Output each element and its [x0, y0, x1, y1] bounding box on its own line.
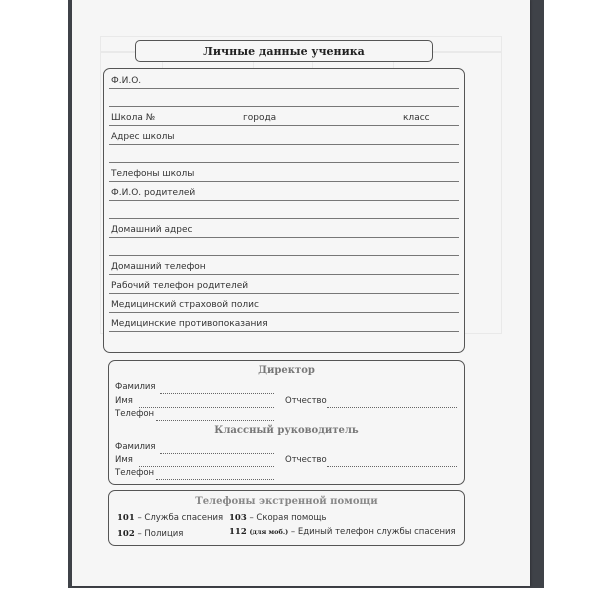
- medical-contra-label: Медицинские противопоказания: [111, 319, 268, 329]
- ambulance-label: – Скорая помощь: [249, 513, 327, 523]
- teacher-patronymic-input[interactable]: [327, 466, 457, 467]
- emergency-title: Телефоны экстренной помощи: [195, 496, 378, 507]
- unified-emergency-entry: [229, 527, 456, 537]
- director-phone-input[interactable]: [156, 420, 274, 421]
- school-address-field[interactable]: [109, 125, 459, 145]
- director-surname-input[interactable]: [160, 393, 274, 394]
- unified-number: 112: [229, 527, 247, 537]
- medical-policy-field[interactable]: [109, 293, 459, 313]
- personal-data-form: [103, 68, 465, 353]
- school-phones-field[interactable]: [109, 162, 459, 182]
- police-entry: [117, 529, 183, 539]
- page-title: Личные данные ученика: [135, 40, 433, 62]
- director-patronymic-label: Отчество: [285, 396, 327, 406]
- teacher-name-label: Имя: [115, 455, 133, 465]
- director-name-label: Имя: [115, 396, 133, 406]
- teacher-phone-input[interactable]: [156, 479, 274, 480]
- city-label: города: [243, 113, 277, 123]
- teacher-phone-label: Телефон: [115, 468, 155, 478]
- unified-label: – Единый телефон службы спасения: [290, 527, 456, 537]
- unified-note: (для моб.): [249, 528, 289, 536]
- class-label: класс: [403, 113, 430, 123]
- director-phone-label: Телефон: [115, 409, 155, 419]
- school-phones-label: Телефоны школы: [111, 169, 195, 179]
- parents-fio-field[interactable]: [109, 181, 459, 201]
- teacher-surname-label: Фамилия: [115, 442, 156, 452]
- parents-work-phone-label: Рабочий телефон родителей: [111, 281, 249, 291]
- home-phone-field[interactable]: [109, 255, 459, 275]
- parents-work-phone-field[interactable]: [109, 274, 459, 294]
- teacher-name-input[interactable]: [139, 466, 274, 467]
- school-no-label: Школа №: [111, 113, 156, 123]
- school-field[interactable]: [109, 106, 459, 126]
- home-address-label: Домашний адрес: [111, 225, 193, 235]
- director-title: Директор: [258, 365, 315, 376]
- director-name-input[interactable]: [139, 407, 274, 408]
- teacher-patronymic-label: Отчество: [285, 455, 327, 465]
- rescue-number: 101: [117, 513, 135, 523]
- fio-label: Ф.И.О.: [111, 76, 142, 86]
- emergency-phones-box: [108, 490, 465, 546]
- rescue-label: – Служба спасения: [137, 513, 224, 523]
- ambulance-number: 103: [229, 513, 247, 523]
- director-surname-label: Фамилия: [115, 382, 156, 392]
- fio-field[interactable]: [109, 71, 459, 89]
- blank-line[interactable]: [109, 200, 459, 219]
- police-number: 102: [117, 529, 135, 539]
- parents-fio-label: Ф.И.О. родителей: [111, 188, 196, 198]
- ambulance-entry: [229, 513, 326, 523]
- home-phone-label: Домашний телефон: [111, 262, 206, 272]
- blank-line[interactable]: [109, 144, 459, 163]
- director-patronymic-input[interactable]: [327, 407, 457, 408]
- blank-line[interactable]: [109, 88, 459, 107]
- police-label: – Полиция: [137, 529, 184, 539]
- school-address-label: Адрес школы: [111, 132, 175, 142]
- director-teacher-box: [108, 360, 465, 485]
- medical-policy-label: Медицинский страховой полис: [111, 300, 259, 310]
- teacher-surname-input[interactable]: [160, 453, 274, 454]
- blank-line[interactable]: [109, 237, 459, 256]
- class-teacher-title: Классный руководитель: [214, 425, 359, 436]
- rescue-service-entry: [117, 513, 223, 523]
- home-address-field[interactable]: [109, 218, 459, 238]
- medical-contra-field[interactable]: [109, 312, 459, 332]
